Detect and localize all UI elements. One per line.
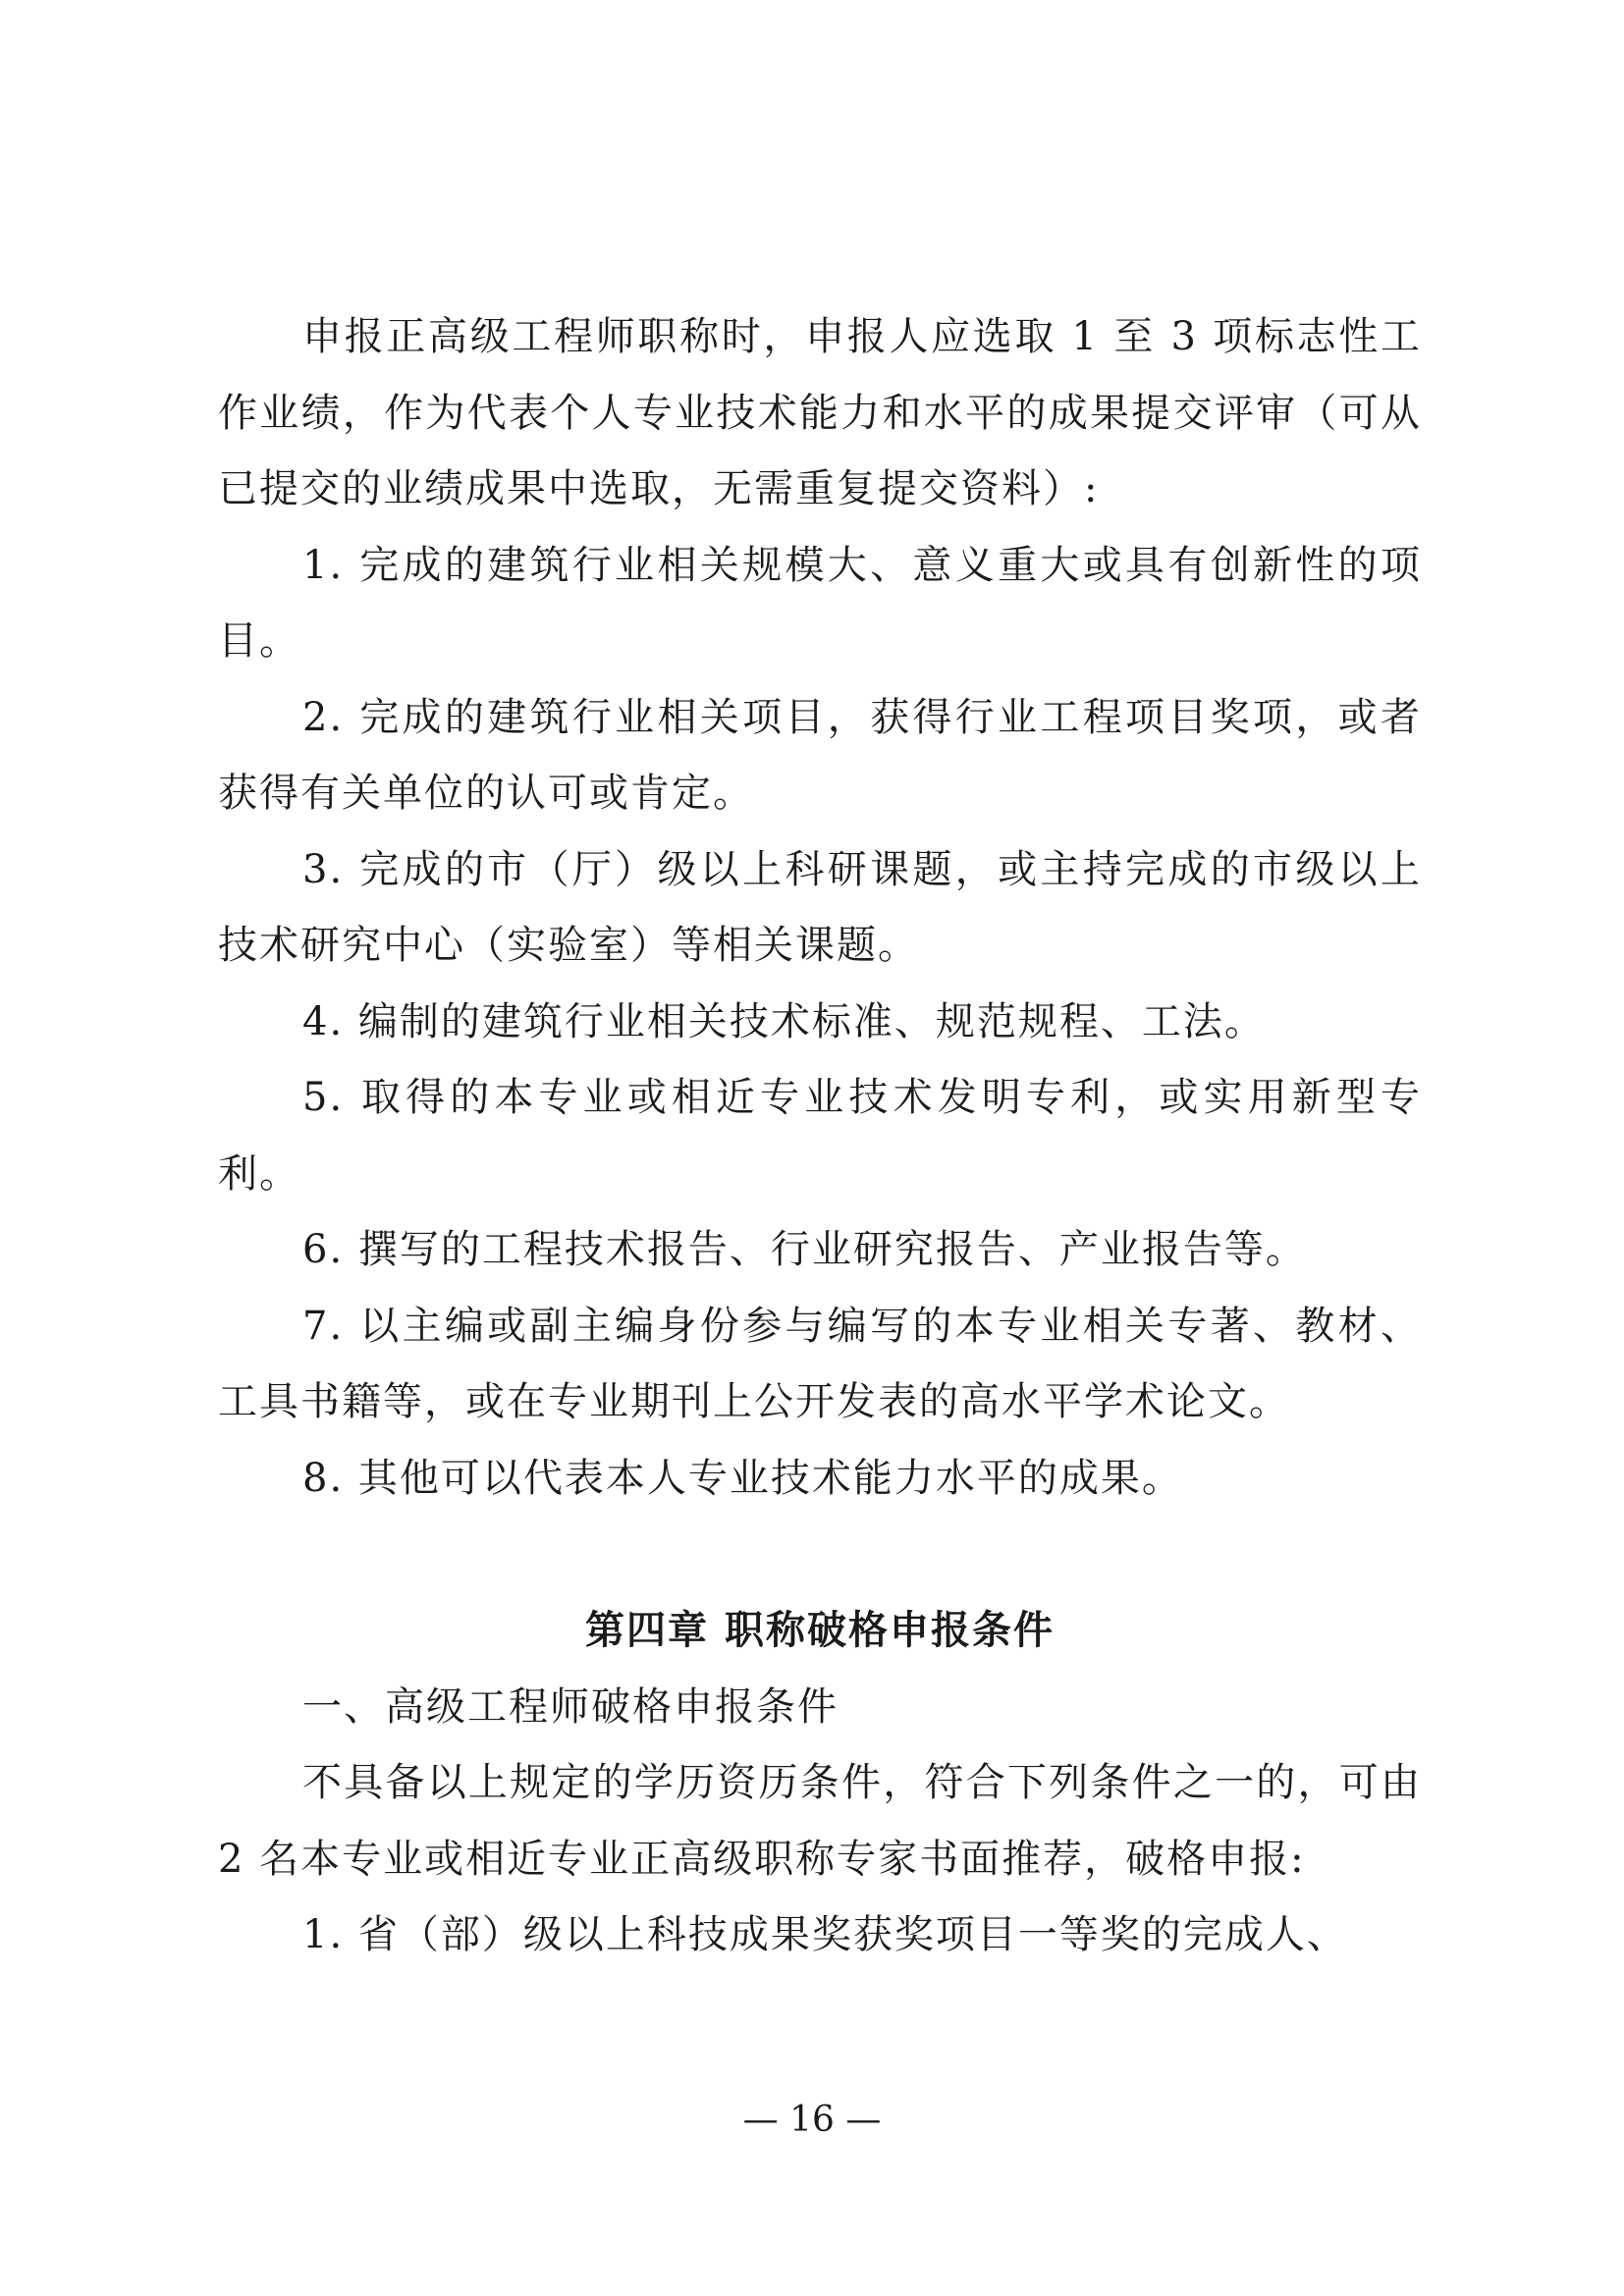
list-item: 1. 省（部）级以上科技成果奖获奖项目一等奖的完成人、 xyxy=(302,1912,1348,1957)
chapter-title: 第四章 职称破格申报条件 xyxy=(585,1608,1055,1653)
page-number: — 16 — xyxy=(742,2100,882,2140)
list-item: 3. 完成的市（厅）级以上科研课题，或主持完成的市级以上技术研究中心（实验室）等相关课题。 xyxy=(218,846,1422,968)
section-paragraph: 不具备以上规定的学历资历条件，符合下列条件之一的，可由 2 名本专业或相近专业正高级职称专家书面推荐，破格申报: xyxy=(218,1760,1422,1882)
list-item: 6. 撰写的工程技术报告、行业研究报告、产业报告等。 xyxy=(302,1227,1307,1272)
intro-paragraph: 申报正高级工程师职称时，申报人应选取 1 至 3 项标志性工作业绩，作为代表个人专业技术能力和水平的成果提交评审（可从已提交的业绩成果中选取，无需重复提交资料）: xyxy=(218,314,1422,511)
list-item: 4. 编制的建筑行业相关技术标准、规范规程、工法。 xyxy=(302,998,1266,1044)
section-spacer xyxy=(218,1517,1422,1593)
list-item: 5. 取得的本专业或相近专业技术发明专利，或实用新型专利。 xyxy=(218,1075,1422,1197)
list-item: 2. 完成的建筑行业相关项目，获得行业工程项目奖项，或者获得有关单位的认可或肯定。 xyxy=(218,694,1422,816)
list-item: 1. 完成的建筑行业相关规模大、意义重大或具有创新性的项目。 xyxy=(218,542,1422,664)
page-content xyxy=(218,299,1422,1974)
section-title: 一、高级工程师破格申报条件 xyxy=(302,1683,839,1730)
list-item: 8. 其他可以代表本人专业技术能力水平的成果。 xyxy=(302,1455,1183,1501)
list-item: 7. 以主编或副主编身份参与编写的本专业相关专著、教材、工具书籍等，或在专业期刊上公开发表的高水平学术论文。 xyxy=(218,1303,1422,1424)
